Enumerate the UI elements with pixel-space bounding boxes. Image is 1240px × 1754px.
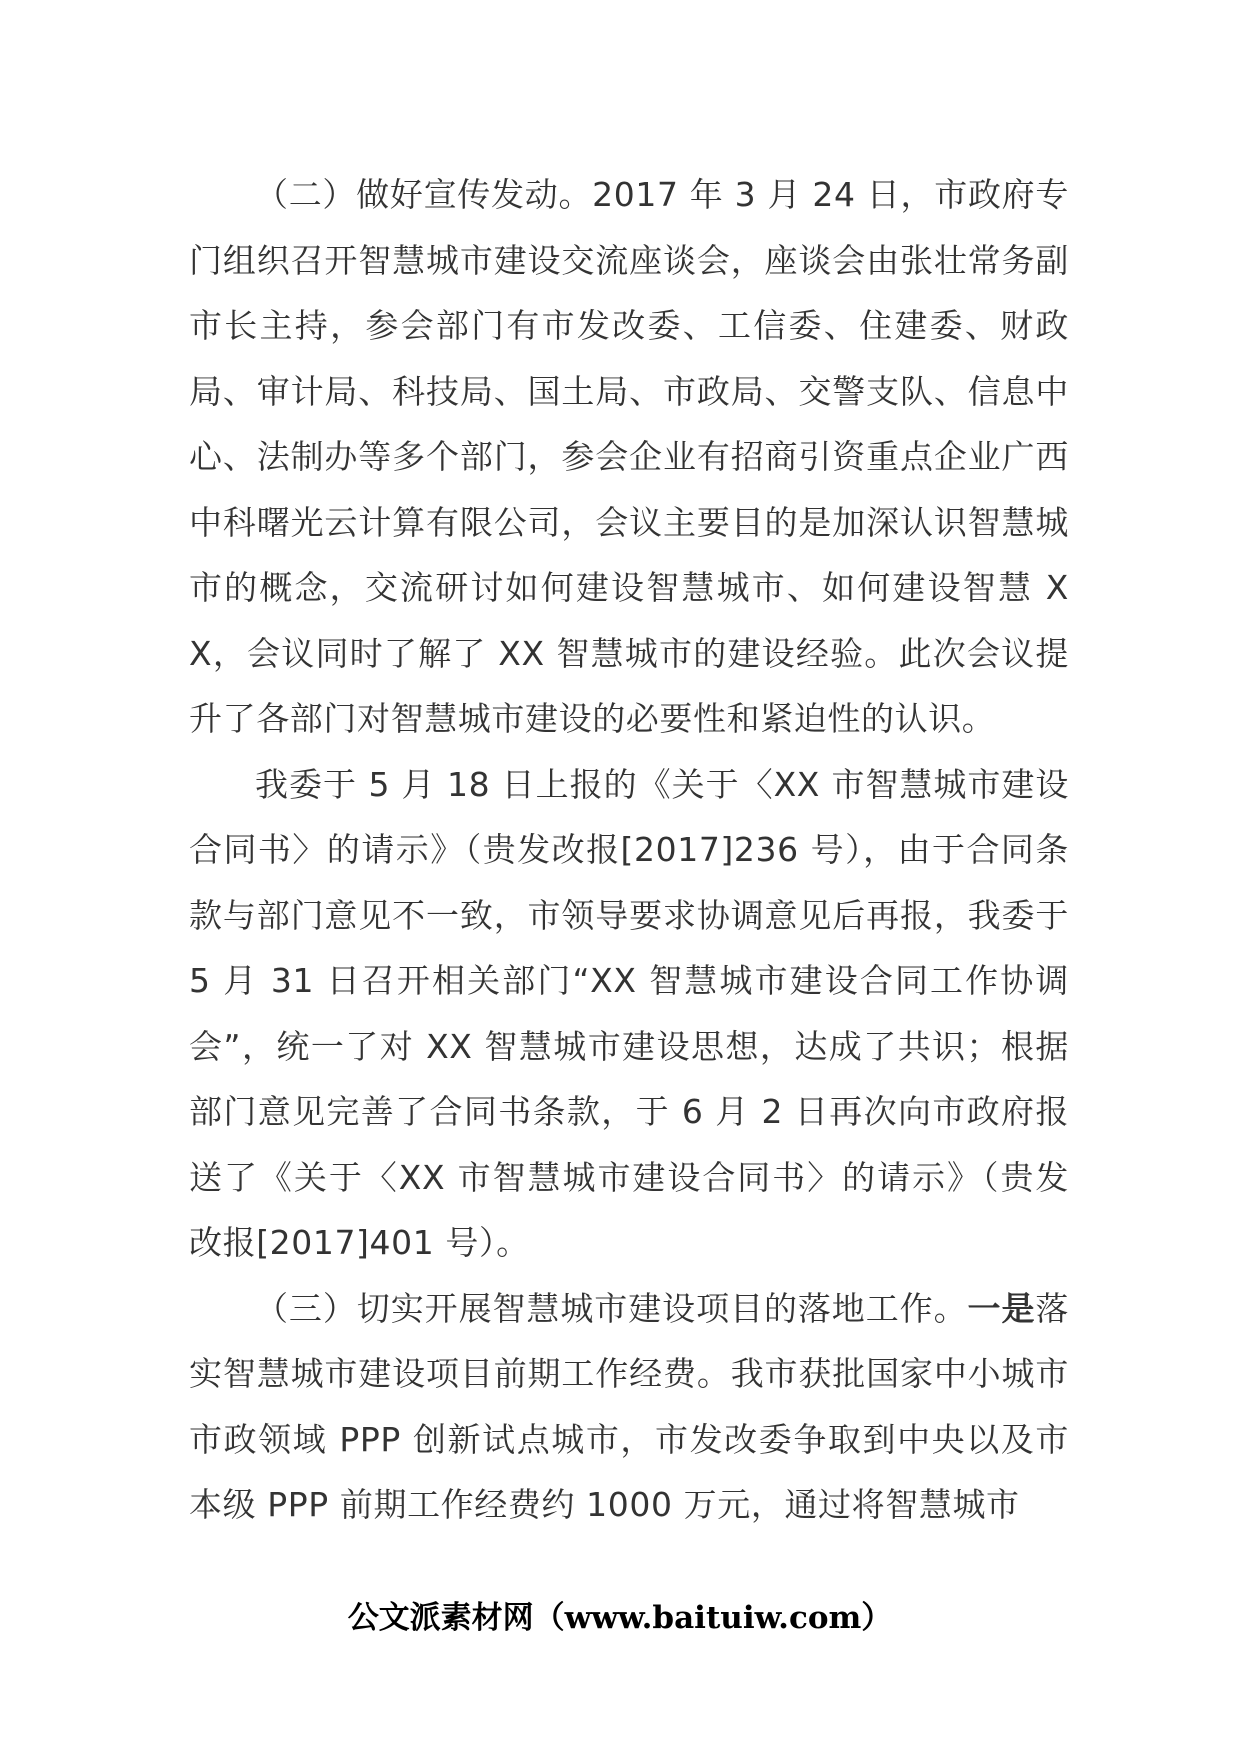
paragraph-lead: （三）切实开展智慧城市建设项目的落地工作。 [255,1288,968,1328]
paragraph-project-landing [189,1276,1069,1538]
footer-watermark: 公文派素材网（www.baituiw.com） [347,1600,893,1636]
paragraph-publicity: （二）做好宣传发动。2017 年 3 月 24 日，市政府专门组织召开智慧城市建设交流座谈会，座谈会由张壮常务副市长主持，参会部门有市发改委、工信委、住建委、财政局、审计局、科技局、国土局、市政局、交警支队、信息中心、法制办等多个部门，参会企业有招商引资重点企业广西中科曙光云计算有限公司，会议主要目的是加深认识智慧城市的概念，交流研讨如何建设智慧城市、如何建设智慧 XX，会议同时了解了 XX 智慧城市的建设经验。此次会议提升了各部门对智慧城市建设的必要性和紧迫性的认识。 [189,175,1069,738]
document-body [189,162,1069,1538]
paragraph-contract-report: 我委于 5 月 18 日上报的《关于〈XX 市智慧城市建设合同书〉的请示》（贵发改报[2017]236 号），由于合同条款与部门意见不一致，市领导要求协调意见后再报，我委于 5 月 31 日召开相关部门“XX 智慧城市建设合同工作协调会”，统一了对 XX 智慧城市建设思想，达成了共识；根据部门意见完善了合同书条款，于 6 月 2 日再次向市政府报送了《关于〈XX 市智慧城市建设合同书〉的请示》（贵发改报[2017]401 号）。 [189,764,1069,1262]
paragraph-body: 落实智慧城市建设项目前期工作经费。我市获批国家中小城市市政领域 PPP 创新试点城市，市发改委争取到中央以及市本级 PPP 前期工作经费约 1000 万元，通过将智慧城市 [189,1288,1069,1524]
paragraph-emphasis: 一是 [967,1288,1036,1328]
